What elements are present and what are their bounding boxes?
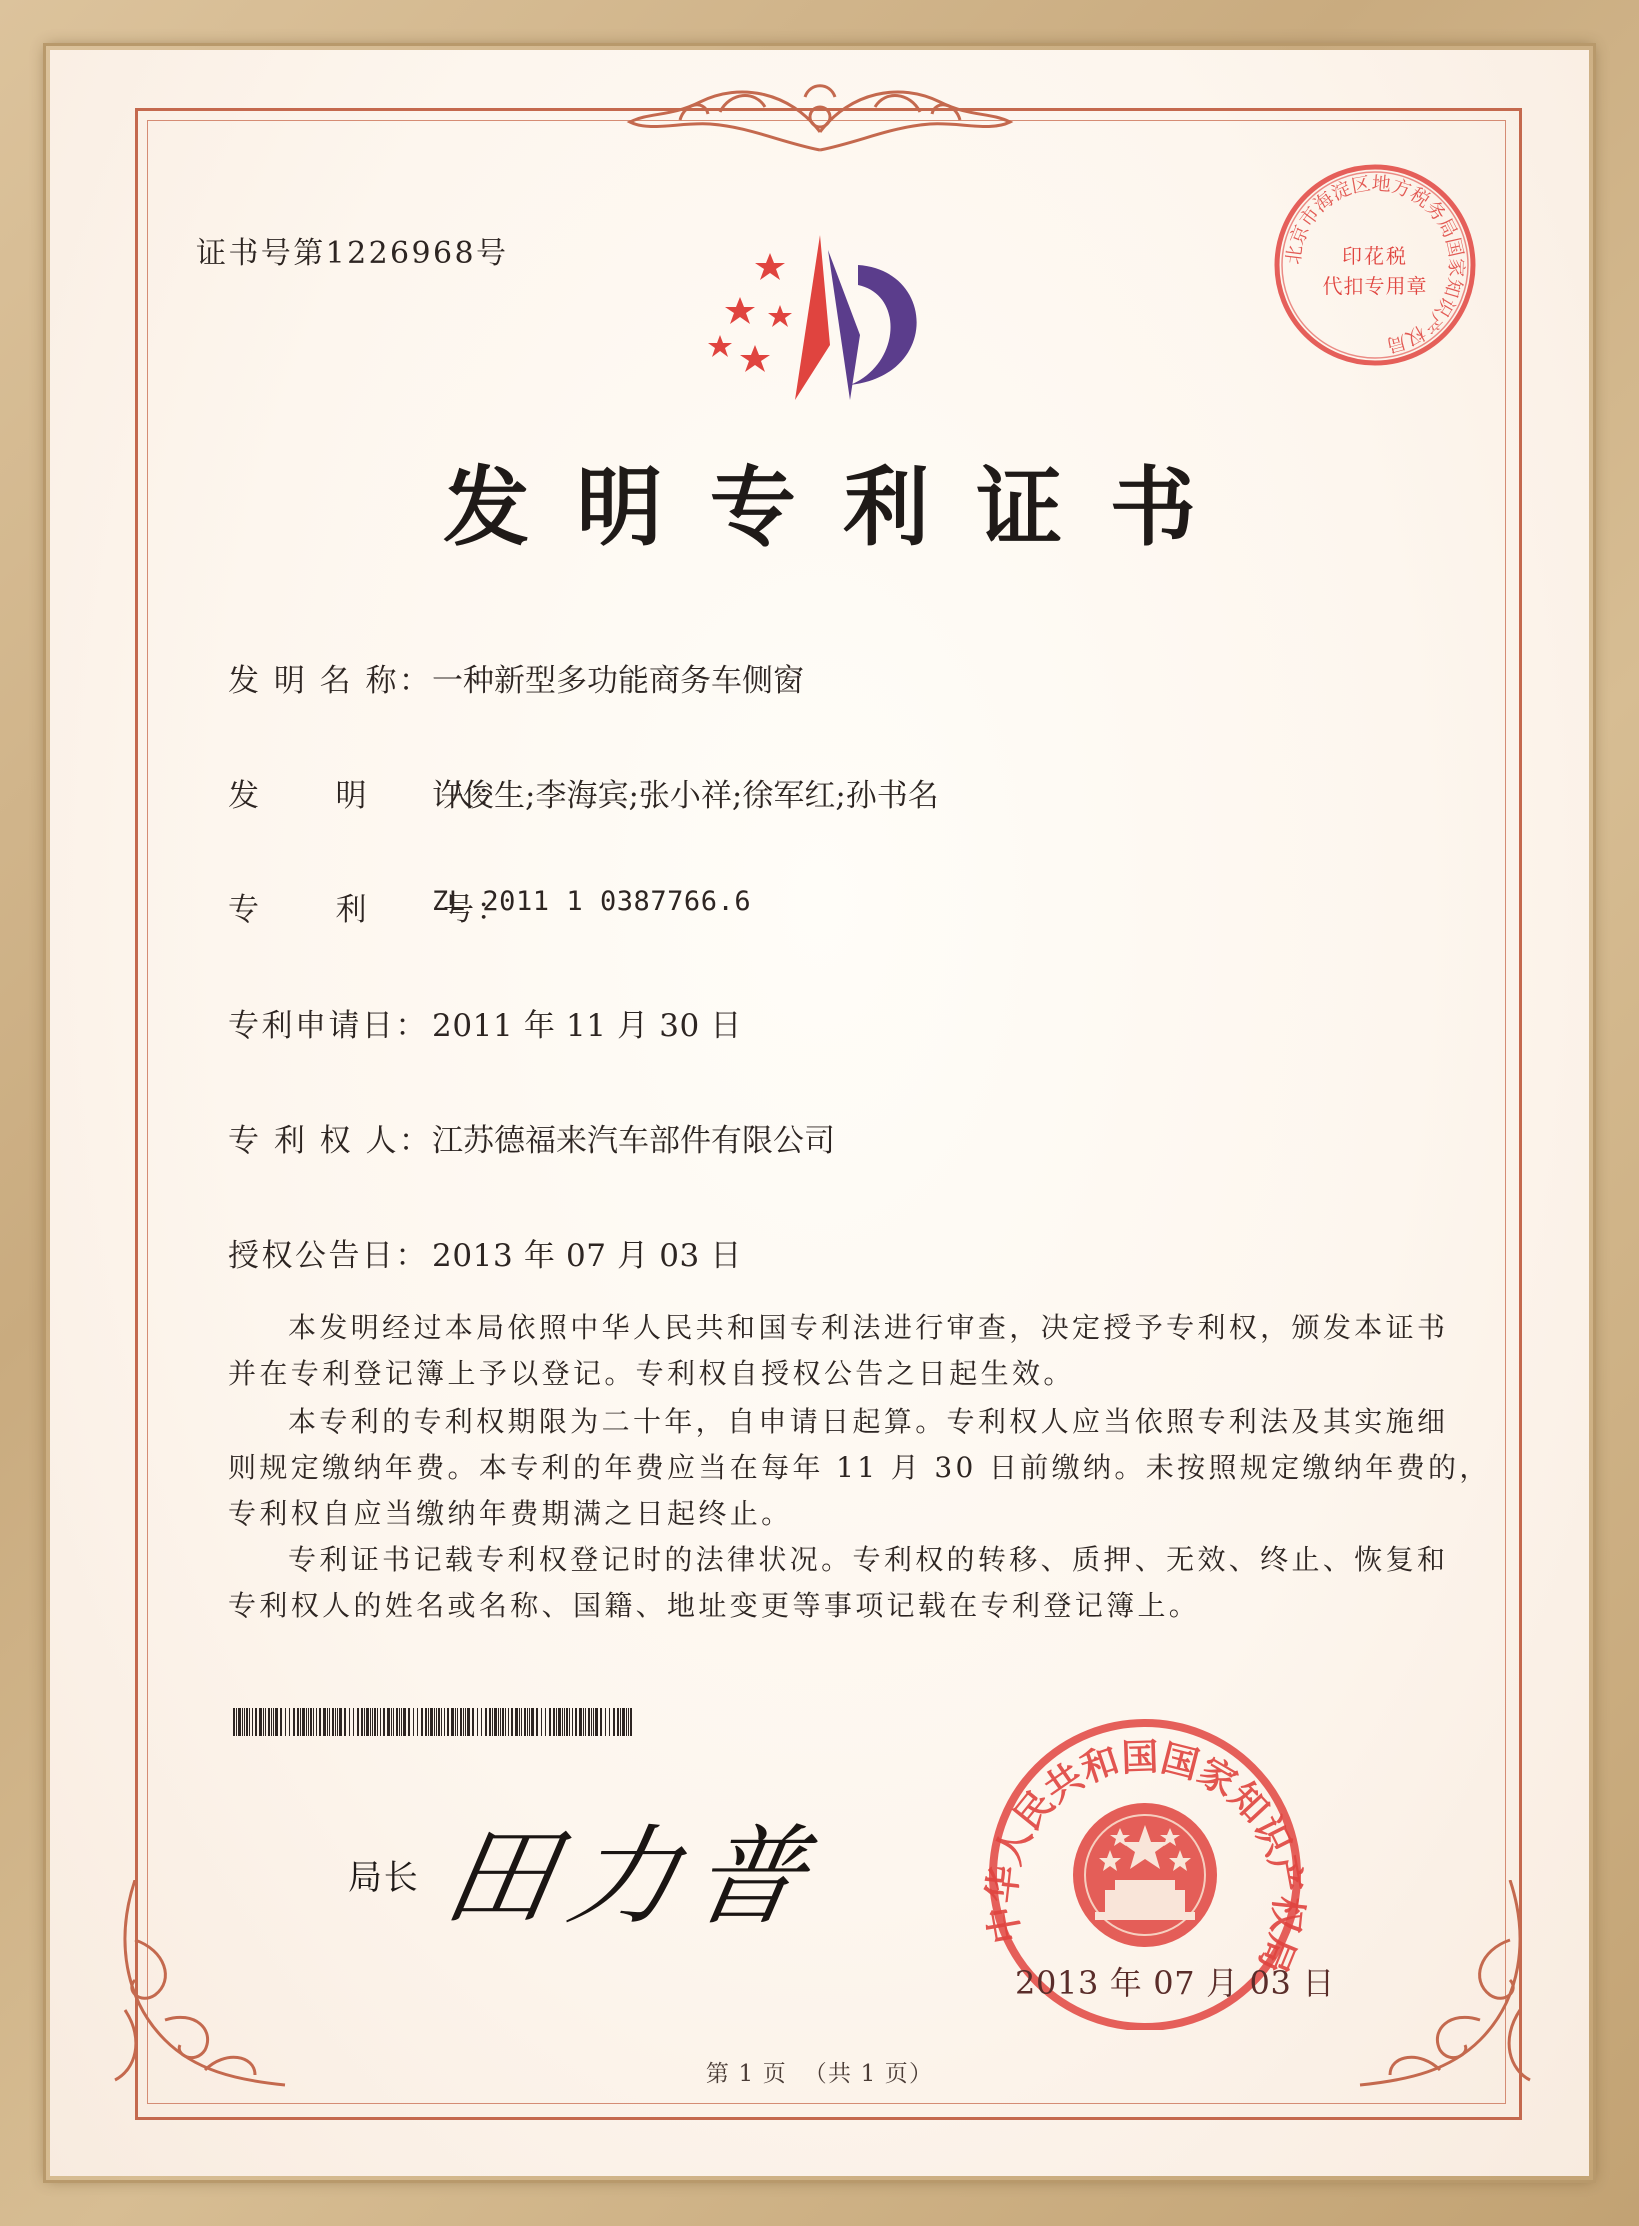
barcode-bar [595,1708,598,1736]
paragraph-2-line-3: 专利权自应当缴纳年费期满之日起终止。 [228,1497,793,1530]
barcode-bar [613,1708,615,1736]
paragraph-1-line-2: 并在专利登记簿上予以登记。专利权自授权公告之日起生效。 [228,1357,1075,1390]
barcode-bar [308,1708,309,1736]
barcode-bar [380,1708,381,1736]
certificate-number: 证书号第1226968号 [196,236,509,271]
barcode-bar [255,1708,257,1736]
barcode-bar [413,1708,414,1736]
barcode-bar [244,1708,245,1736]
barcode-bar [622,1708,625,1736]
barcode-bar [579,1708,582,1736]
barcode-bar [536,1708,538,1736]
barcode-bar [585,1708,586,1736]
top-ornament [590,72,1050,162]
barcode-bar [558,1708,561,1736]
barcode-bar [335,1708,336,1736]
barcode-bar [249,1708,250,1736]
barcode-bar [401,1708,402,1736]
barcode-bar [477,1708,478,1736]
barcode-bar [361,1708,363,1736]
signature-handwriting: 田力普 [435,1815,830,1940]
field-value-application-date: 2011 年 11 月 30 日 [432,1008,742,1044]
barcode-bar [236,1708,237,1736]
official-seal-ring-text: 中华人民共和国国家知识产权局 [979,1735,1311,1980]
barcode-bar [553,1708,555,1736]
barcode-bar [600,1708,602,1736]
barcode-bar [242,1708,243,1736]
field-value-grant-date: 2013 年 07 月 03 日 [432,1238,742,1274]
barcode-bar [316,1708,317,1736]
barcode-bar [444,1708,445,1736]
national-emblem-icon [1073,1803,1217,1947]
page-footer: 第 1 页 （共 1 页） [705,2061,934,2087]
field-label-invention-name: 发 明 名 称： [228,663,433,699]
barcode-bar [436,1708,437,1736]
barcode-bar [500,1708,501,1736]
barcode-bar [259,1708,262,1736]
barcode-bar [430,1708,433,1736]
tax-stamp [1270,160,1480,370]
barcode-bar [617,1708,619,1736]
barcode-bar [494,1708,497,1736]
barcode-bar [527,1708,528,1736]
barcode-bar [233,1708,235,1736]
barcode-bar [498,1708,499,1736]
barcode-bar [252,1708,253,1736]
barcode-bar [524,1708,526,1736]
barcode-bar [591,1708,592,1736]
barcode-bar [268,1708,270,1736]
barcode-bar [372,1708,373,1736]
barcode-bar [620,1708,621,1736]
paragraph-2-line-2: 则规定缴纳年费。本专利的年费应当在每年 11 月 30 日前缴纳。未按照规定缴纳年费的， [228,1451,1491,1484]
barcode-bar [313,1708,314,1736]
barcode-bar [519,1708,520,1736]
barcode-bar [349,1708,350,1736]
barcode-bar [332,1708,334,1736]
barcode-bar [366,1708,369,1736]
barcode-bar [357,1708,359,1736]
barcode-bar [417,1708,418,1736]
barcode-bar [541,1708,542,1736]
barcode-bar [511,1708,513,1736]
barcode-bar [593,1708,594,1736]
barcode-bar [628,1708,629,1736]
field-label-application-date: 专利申请日： [228,1008,429,1044]
paragraph-1-line-1: 本发明经过本局依照中华人民共和国专利法进行审查，决定授予专利权，颁发本证书 [288,1311,1449,1344]
barcode-bar [441,1708,442,1736]
barcode-bar [387,1708,390,1736]
barcode [233,1708,635,1736]
barcode-bar [289,1708,290,1736]
barcode-bar [455,1708,456,1736]
barcode-bar [327,1708,328,1736]
barcode-bar [263,1708,264,1736]
barcode-bar [393,1708,394,1736]
paragraph-3-line-1: 专利证书记载专利权登记时的法律状况。专利权的转移、质押、无效、终止、恢复和 [288,1543,1449,1576]
barcode-bar [626,1708,627,1736]
barcode-bar [447,1708,449,1736]
barcode-bar [564,1708,565,1736]
tax-stamp-line1: 印花税 [1342,244,1408,268]
barcode-bar [428,1708,429,1736]
barcode-bar [521,1708,522,1736]
barcode-bar [425,1708,427,1736]
barcode-bar [583,1708,584,1736]
barcode-bar [364,1708,365,1736]
barcode-bar [302,1708,305,1736]
barcode-bar [467,1708,470,1736]
barcode-bar [399,1708,400,1736]
barcode-bar [472,1708,474,1736]
barcode-bar [502,1708,504,1736]
barcode-bar [605,1708,606,1736]
barcode-bar [273,1708,274,1736]
barcode-bar [310,1708,312,1736]
barcode-bar [481,1708,482,1736]
tax-stamp-ring-text: 北京市海淀区地方税务局国家知识产权局 [1282,172,1468,357]
barcode-bar [508,1708,509,1736]
barcode-bar [265,1708,266,1736]
barcode-bar [531,1708,534,1736]
barcode-bar [463,1708,464,1736]
certificate-title: 发明专利证书 [443,457,1244,558]
barcode-bar [383,1708,385,1736]
barcode-bar [609,1708,610,1736]
field-value-inventors: 许俊生;李海宾;张小祥;徐军红;孙书名 [432,778,939,814]
barcode-bar [545,1708,546,1736]
barcode-bar [300,1708,301,1736]
seal-date: 2013 年 07 月 03 日 [1015,1964,1335,2002]
barcode-bar [374,1708,376,1736]
barcode-bar [293,1708,295,1736]
barcode-bar [329,1708,330,1736]
barcode-bar [297,1708,299,1736]
barcode-bar [505,1708,506,1736]
paragraph-3-line-2: 专利权人的姓名或名称、国籍、地址变更等事项记载在专利登记簿上。 [228,1589,1201,1622]
field-value-patentee: 江苏德福来汽车部件有限公司 [432,1123,835,1159]
barcode-bar [566,1708,568,1736]
barcode-bar [434,1708,435,1736]
barcode-bar [319,1708,321,1736]
barcode-bar [391,1708,392,1736]
barcode-bar [438,1708,440,1736]
barcode-bar [588,1708,590,1736]
barcode-bar [421,1708,423,1736]
paragraph-2-line-1: 本专利的专利权期限为二十年，自申请日起算。专利权人应当依照专利法及其实施细 [288,1405,1449,1438]
barcode-bar [403,1708,406,1736]
barcode-bar [549,1708,551,1736]
barcode-bar [492,1708,493,1736]
field-value-patent-number: ZL 2011 1 0387766.6 [432,886,752,917]
barcode-bar [465,1708,466,1736]
barcode-bar [271,1708,272,1736]
signature-title: 局长 [348,1858,420,1898]
barcode-bar [377,1708,378,1736]
barcode-bar [457,1708,458,1736]
barcode-bar [408,1708,410,1736]
barcode-bar [275,1708,278,1736]
field-value-invention-name: 一种新型多功能商务车侧窗 [432,663,804,699]
barcode-bar [575,1708,577,1736]
barcode-bar [339,1708,342,1736]
barcode-bar [337,1708,338,1736]
barcode-bar [370,1708,371,1736]
field-label-grant-date: 授权公告日： [228,1238,429,1274]
barcode-bar [451,1708,454,1736]
tax-stamp-line2: 代扣专用章 [1322,274,1428,298]
barcode-bar [460,1708,462,1736]
barcode-bar [630,1708,632,1736]
field-label-inventors: 发 明 人： [228,778,510,814]
barcode-bar [238,1708,241,1736]
barcode-bar [280,1708,282,1736]
field-label-patent-number: 专 利 号： [228,892,510,928]
barcode-bar [489,1708,491,1736]
barcode-bar [572,1708,573,1736]
barcode-bar [306,1708,307,1736]
barcode-bar [246,1708,248,1736]
field-label-patentee: 专 利 权 人： [228,1123,433,1159]
patent-office-logo [700,225,950,410]
barcode-bar [485,1708,487,1736]
barcode-bar [396,1708,398,1736]
barcode-bar [556,1708,557,1736]
barcode-bar [562,1708,563,1736]
barcode-bar [344,1708,346,1736]
barcode-bar [353,1708,354,1736]
barcode-bar [285,1708,286,1736]
barcode-bar [323,1708,326,1736]
barcode-bar [515,1708,518,1736]
barcode-bar [569,1708,570,1736]
barcode-bar [529,1708,530,1736]
